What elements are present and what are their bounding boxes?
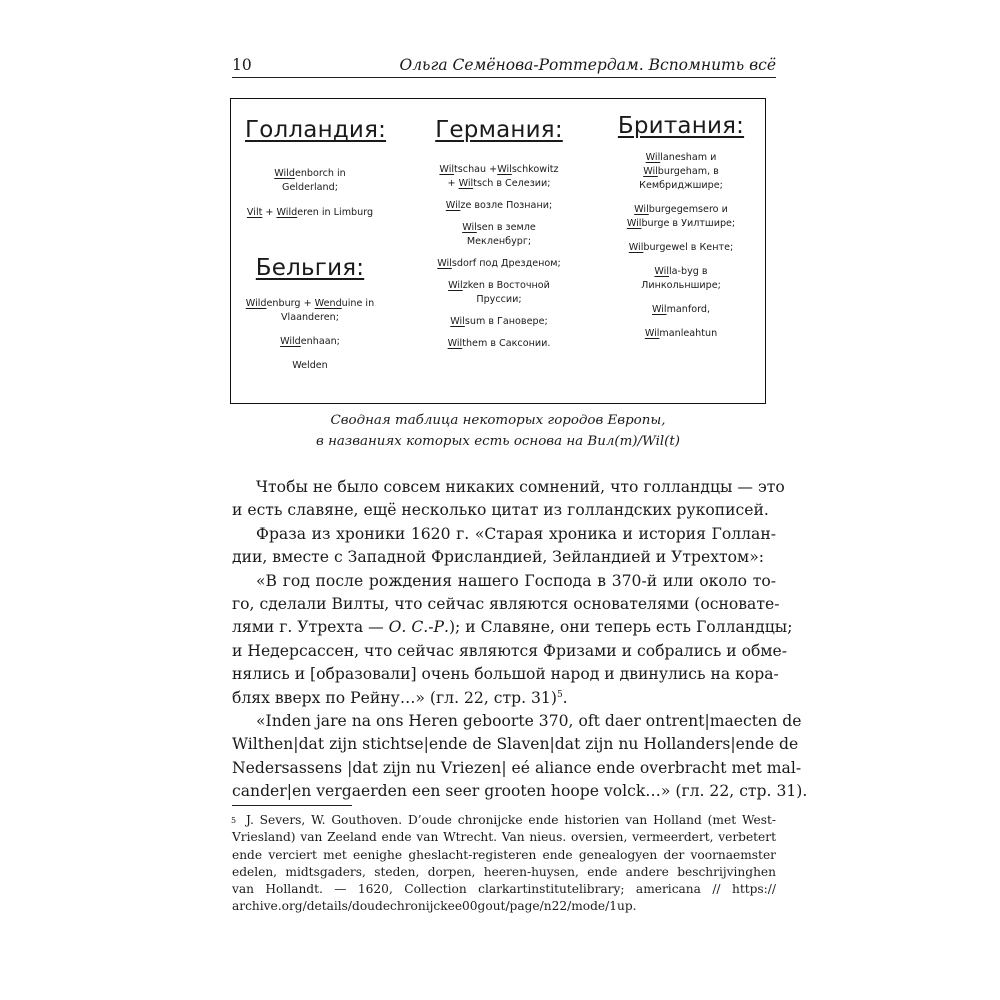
page-number: 10 bbox=[232, 56, 252, 74]
column-belgium bbox=[245, 255, 375, 383]
name-rest: manleahtun bbox=[659, 328, 718, 339]
name-rest: lanesham и bbox=[660, 152, 717, 163]
heading-germany: Германия: bbox=[435, 117, 563, 143]
name-rest: Мекленбург; bbox=[466, 236, 532, 247]
text-line: cander|en vergaerden een seer grooten hoope volck…» (гл. 22, стр. 31). bbox=[232, 782, 808, 801]
footnote-line: van Hollandt. — 1620, Collection clarkartinstitutelibrary; americana // https:// bbox=[232, 882, 776, 897]
name-rest: la-byg в bbox=[669, 266, 708, 277]
city-entry-line bbox=[607, 217, 755, 231]
city-entry bbox=[607, 203, 755, 231]
text-line: Nedersassens |dat zijn nu Vriezen| eé aliance ende overbracht met mal- bbox=[232, 758, 802, 777]
name-stem: Wil bbox=[448, 280, 463, 291]
city-entry-line bbox=[607, 151, 755, 165]
name-stem: Wil bbox=[450, 316, 465, 327]
paragraph-4 bbox=[232, 710, 808, 804]
name-stem: Wild bbox=[274, 168, 295, 179]
city-entry bbox=[417, 279, 581, 307]
name-stem: Wil bbox=[497, 164, 512, 175]
text-segment: ); и Славяне, они теперь есть Голландцы; bbox=[448, 618, 793, 637]
footnote-line: ende verciert met eenighe gheslacht-registeren ende genealogyen der voornaemster bbox=[232, 847, 776, 862]
city-entry-line bbox=[607, 241, 755, 255]
city-entry-line bbox=[245, 181, 375, 195]
name-rest: Кембриджшире; bbox=[639, 180, 723, 191]
author-initials: О. С.-Р. bbox=[388, 618, 449, 637]
caption-line-2: в названиях которых есть основа на Вил(т)/Wil(t) bbox=[316, 434, 680, 449]
germany-entries bbox=[417, 163, 581, 351]
caption-line-1: Сводная таблица некоторых городов Европы, bbox=[330, 413, 666, 428]
city-entry-line bbox=[245, 297, 375, 311]
heading-belgium: Бельгия: bbox=[255, 255, 365, 281]
city-entry-line bbox=[417, 337, 581, 351]
name-rest: Vlaanderen; bbox=[280, 312, 339, 323]
city-entry-line bbox=[417, 199, 581, 213]
name-rest: tschau + bbox=[454, 164, 498, 175]
text-line: Чтобы не было совсем никаких сомнений, что голландцы — это bbox=[256, 478, 785, 496]
city-entry bbox=[607, 265, 755, 293]
heading-britain: Британия: bbox=[617, 113, 745, 139]
city-entry bbox=[417, 257, 581, 271]
name-rest: + bbox=[262, 207, 277, 218]
city-entry-line bbox=[417, 279, 581, 293]
city-entry bbox=[245, 297, 375, 325]
text-line bbox=[232, 687, 776, 710]
name-rest: ze возле Познани; bbox=[460, 200, 553, 211]
name-stem: Wil bbox=[626, 218, 642, 229]
city-entry bbox=[607, 303, 755, 317]
footnote-line: edelen, midtsgaders, steden, dorpen, heeren-huysen, ende andere beschrijvinghen bbox=[232, 864, 776, 879]
paragraph-2 bbox=[232, 523, 776, 570]
name-stem: Wil bbox=[643, 166, 658, 177]
city-entry bbox=[245, 335, 375, 349]
name-stem: Wil bbox=[654, 266, 670, 277]
name-stem: Vilt bbox=[246, 207, 263, 218]
header-rule bbox=[232, 77, 776, 78]
text-line: и есть славяне, ещё несколько цитат из голландских рукописей. bbox=[232, 501, 769, 520]
name-stem: Wil bbox=[445, 200, 461, 211]
name-rest: sdorf под Дрезденом; bbox=[451, 258, 561, 269]
name-rest: enburg + bbox=[266, 298, 315, 309]
city-entry bbox=[245, 167, 375, 195]
text-line: и Недерсассен, что сейчас являются Фризами и собрались и обме- bbox=[232, 641, 788, 660]
name-stem: Wil bbox=[634, 204, 649, 215]
name-rest: zken в Восточной bbox=[462, 280, 550, 291]
name-rest: eren in Limburg bbox=[297, 207, 374, 218]
name-stem: Wil bbox=[437, 258, 452, 269]
running-header bbox=[232, 50, 776, 76]
footnote-link[interactable]: archive.org/details/doudechronijckee00gout/page/n22/mode/1up. bbox=[232, 899, 637, 914]
name-rest: sen в земле bbox=[476, 222, 536, 233]
city-entry-line bbox=[607, 303, 755, 317]
paragraph-3 bbox=[232, 570, 793, 710]
name-rest: burge в Уилтшире; bbox=[641, 218, 736, 229]
text-line: Фраза из хроники 1620 г. «Старая хроника и история Голлан- bbox=[256, 524, 776, 543]
city-entry-line bbox=[417, 257, 581, 271]
column-britain bbox=[607, 113, 755, 351]
city-entry-line bbox=[245, 335, 375, 349]
name-stem: Wil bbox=[447, 338, 463, 349]
text-line: нялись и [образовали] очень большой народ и двинулись на кора- bbox=[232, 665, 779, 684]
name-rest: uine in bbox=[341, 298, 375, 309]
text-segment: . bbox=[562, 688, 568, 707]
footnote-line: Vriesland) van Zeeland ende van Wtrecht. Van nieus. oversien, vermeerdert, verbetert bbox=[232, 830, 776, 845]
belgium-entries bbox=[245, 297, 375, 373]
text-segment: лями г. Утрехта — bbox=[232, 618, 389, 637]
name-stem: Wil bbox=[462, 222, 477, 233]
name-rest: sum в Гановере; bbox=[464, 316, 548, 327]
footnote-reference[interactable]: 5 bbox=[556, 689, 563, 700]
name-rest: enhaan; bbox=[300, 336, 340, 347]
name-stem: Wil bbox=[628, 242, 644, 253]
footnote-body bbox=[232, 812, 776, 916]
name-rest: + bbox=[447, 178, 459, 189]
name-stem: Wil bbox=[644, 328, 660, 339]
footnote-mark: 5 bbox=[231, 816, 237, 825]
britain-entries bbox=[607, 151, 755, 341]
text-line: Wilthen|dat zijn stichtse|ende de Slaven|dat zijn nu Hollanders|ende de bbox=[232, 735, 799, 754]
name-rest: tsch в Селезии; bbox=[473, 178, 551, 189]
footnote-line: J. Severs, W. Gouthoven. D’oude chronijcke ende historien van Holland (met West- bbox=[246, 813, 776, 827]
name-rest: burgeham, в bbox=[657, 166, 719, 177]
city-entry-line bbox=[607, 165, 755, 179]
text-line: «Inden jare na ons Heren geboorte 370, oft daer ontrent|maecten de bbox=[256, 712, 802, 731]
city-entry bbox=[417, 163, 581, 191]
city-entry-line bbox=[417, 221, 581, 235]
name-rest: burgewel в Кенте; bbox=[643, 242, 734, 253]
name-stem: Wil bbox=[645, 152, 661, 163]
name-stem: Wil bbox=[439, 164, 455, 175]
body-text bbox=[232, 476, 808, 804]
city-entry bbox=[607, 151, 755, 193]
cities-figure bbox=[230, 98, 766, 404]
city-entry-line bbox=[607, 327, 755, 341]
footnote-rule bbox=[232, 805, 352, 806]
city-entry-line bbox=[417, 163, 581, 177]
city-entry bbox=[417, 315, 581, 329]
name-stem: Wild bbox=[245, 298, 267, 309]
name-stem: Wil bbox=[458, 178, 474, 189]
name-rest: enborch in bbox=[294, 168, 346, 179]
city-entry-line bbox=[417, 293, 581, 307]
city-entry bbox=[417, 221, 581, 249]
city-entry bbox=[417, 337, 581, 351]
name-rest: Gelderland; bbox=[282, 182, 338, 193]
name-stem: Wil bbox=[651, 304, 667, 315]
column-germany bbox=[417, 117, 581, 359]
heading-holland: Голландия: bbox=[245, 117, 387, 143]
name-rest: burgegemsero и bbox=[648, 204, 728, 215]
name-rest: Пруссии; bbox=[476, 294, 522, 305]
name-stem: Wild bbox=[280, 336, 301, 347]
city-entry-line bbox=[245, 359, 375, 373]
city-entry-line bbox=[607, 203, 755, 217]
city-entry bbox=[245, 359, 375, 373]
name-rest: schkowitz bbox=[511, 164, 559, 175]
name-stem: Wild bbox=[276, 207, 298, 218]
name-stem: Wend bbox=[314, 298, 342, 309]
figure-caption bbox=[230, 410, 766, 452]
running-title: Ольга Семёнова-Роттердам. Вспомнить всё bbox=[399, 56, 776, 74]
city-entry-line bbox=[245, 311, 375, 325]
text-line: го, сделали Вилты, что сейчас являются основателями (основате- bbox=[232, 595, 780, 614]
holland-entries bbox=[245, 167, 375, 220]
name-rest: Линкольншире; bbox=[641, 280, 721, 291]
footnote bbox=[232, 812, 776, 916]
name-rest: manford, bbox=[666, 304, 711, 315]
name-rest: Welden bbox=[292, 360, 328, 371]
text-line: дии, вместе с Западной Фрисландией, Зейландией и Утрехтом»: bbox=[232, 548, 764, 567]
text-line: «В год после рождения нашего Господа в 370-й или около то- bbox=[256, 571, 776, 590]
column-holland bbox=[245, 117, 387, 231]
city-entry-line bbox=[607, 279, 755, 293]
name-rest: them в Саксонии. bbox=[462, 338, 551, 349]
text-line bbox=[232, 616, 793, 639]
city-entry-line bbox=[245, 167, 375, 181]
city-entry bbox=[417, 199, 581, 213]
paragraph-1 bbox=[232, 476, 785, 523]
city-entry bbox=[607, 241, 755, 255]
city-entry-line bbox=[417, 235, 581, 249]
city-entry-line bbox=[245, 206, 375, 220]
city-entry-line bbox=[417, 315, 581, 329]
city-entry-line bbox=[417, 177, 581, 191]
city-entry bbox=[245, 206, 375, 220]
city-entry-line bbox=[607, 265, 755, 279]
city-entry bbox=[607, 327, 755, 341]
text-segment: блях вверх по Рейну…» (гл. 22, стр. 31) bbox=[232, 688, 557, 707]
city-entry-line bbox=[607, 179, 755, 193]
